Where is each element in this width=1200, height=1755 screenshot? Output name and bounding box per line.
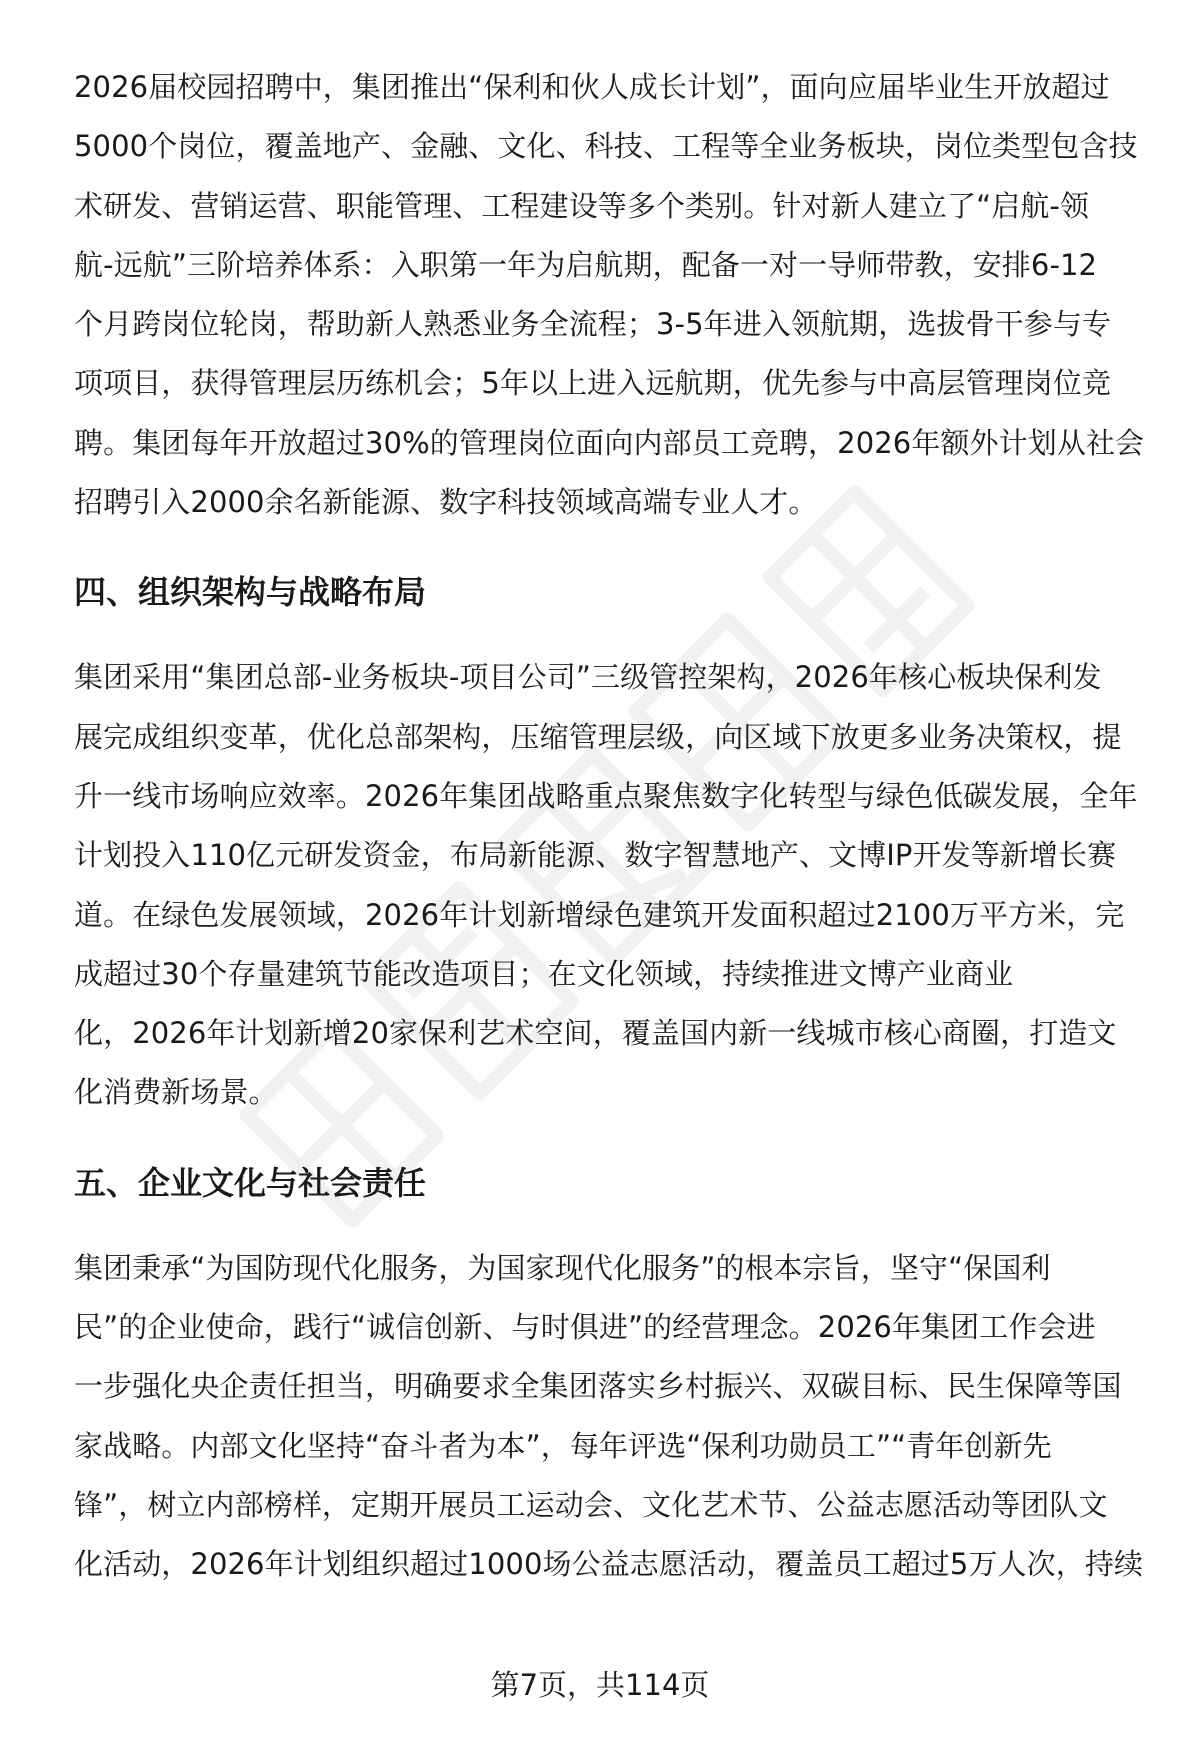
text-line: 一步强化央企责任担当，明确要求全集团落实乡村振兴、双碳目标、民生保障等国 [74, 1369, 1122, 1404]
text-line: 化活动，2026年计划组织超过1000场公益志愿活动，覆盖员工超过5万人次，持续 [74, 1547, 1144, 1582]
text-line: 化，2026年计划新增20家保利艺术空间，覆盖国内新一线城市核心商圈，打造文 [74, 1016, 1117, 1051]
text-line: 成超过30个存量建筑节能改造项目；在文化领域，持续推进文博产业商业 [74, 956, 1014, 991]
text-line: 计划投入110亿元研发资金，布局新能源、数字智慧地产、文博IP开发等新增长赛 [74, 838, 1117, 873]
text-line: 化消费新场景。 [74, 1075, 278, 1110]
text-line: 集团采用“集团总部-业务板块-项目公司”三级管控架构，2026年核心板块保利发 [74, 660, 1102, 695]
text-line: 航-远航”三阶培养体系：入职第一年为启航期，配备一对一导师带教，安排6-12 [74, 247, 1098, 282]
paragraph-organization-strategy [74, 648, 1154, 1122]
text-line: 升一线市场响应效率。2026年集团战略重点聚焦数字化转型与绿色低碳发展，全年 [74, 778, 1138, 813]
page-number: 第7页，共114页 [490, 1668, 710, 1702]
text-line: 2026届校园招聘中，集团推出“保利和伙人成长计划”，面向应届毕业生开放超过 [74, 70, 1110, 104]
text-line: 家战略。内部文化坚持“奋斗者为本”，每年评选“保利功勋员工”“青年创新先 [74, 1428, 1052, 1463]
paragraph-campus-recruitment [74, 58, 1154, 532]
text-line: 术研发、营销运营、职能管理、工程建设等多个类别。针对新人建立了“启航-领 [74, 188, 1090, 223]
text-line: 集团秉承“为国防现代化服务，为国家现代化服务”的根本宗旨，坚守“保国利 [74, 1250, 1051, 1285]
text-line: 聘。集团每年开放超过30%的管理岗位面向内部员工竞聘，2026年额外计划从社会 [74, 425, 1145, 460]
text-line: 招聘引入2000余名新能源、数字科技领域高端专业人才。 [74, 485, 818, 520]
text-line: 锋”，树立内部榜样，定期开展员工运动会、文化艺术节、公益志愿活动等团队文 [74, 1487, 1108, 1522]
section-heading-organization: 四、组织架构与战略布局 [74, 573, 427, 612]
document-body [74, 58, 1154, 1595]
paragraph-culture-responsibility [74, 1239, 1154, 1595]
text-line: 道。在绿色发展领域，2026年计划新增绿色建筑开发面积超过2100万平方米，完 [74, 897, 1125, 932]
text-line: 5000个岗位，覆盖地产、金融、文化、科技、工程等全业务板块，岗位类型包含技 [74, 129, 1138, 164]
section-heading-culture: 五、企业文化与社会责任 [74, 1163, 427, 1202]
text-line: 项项目，获得管理层历练机会；5年以上进入远航期，优先参与中高层管理岗位竞 [74, 366, 1112, 401]
text-line: 个月跨岗位轮岗，帮助新人熟悉业务全流程；3-5年进入领航期，选拔骨干参与专 [74, 307, 1112, 342]
text-line: 民”的企业使命，践行“诚信创新、与时俱进”的经营理念。2026年集团工作会进 [74, 1310, 1096, 1345]
text-line: 展完成组织变革，优化总部架构，压缩管理层级，向区域下放更多业务决策权，提 [74, 719, 1122, 754]
